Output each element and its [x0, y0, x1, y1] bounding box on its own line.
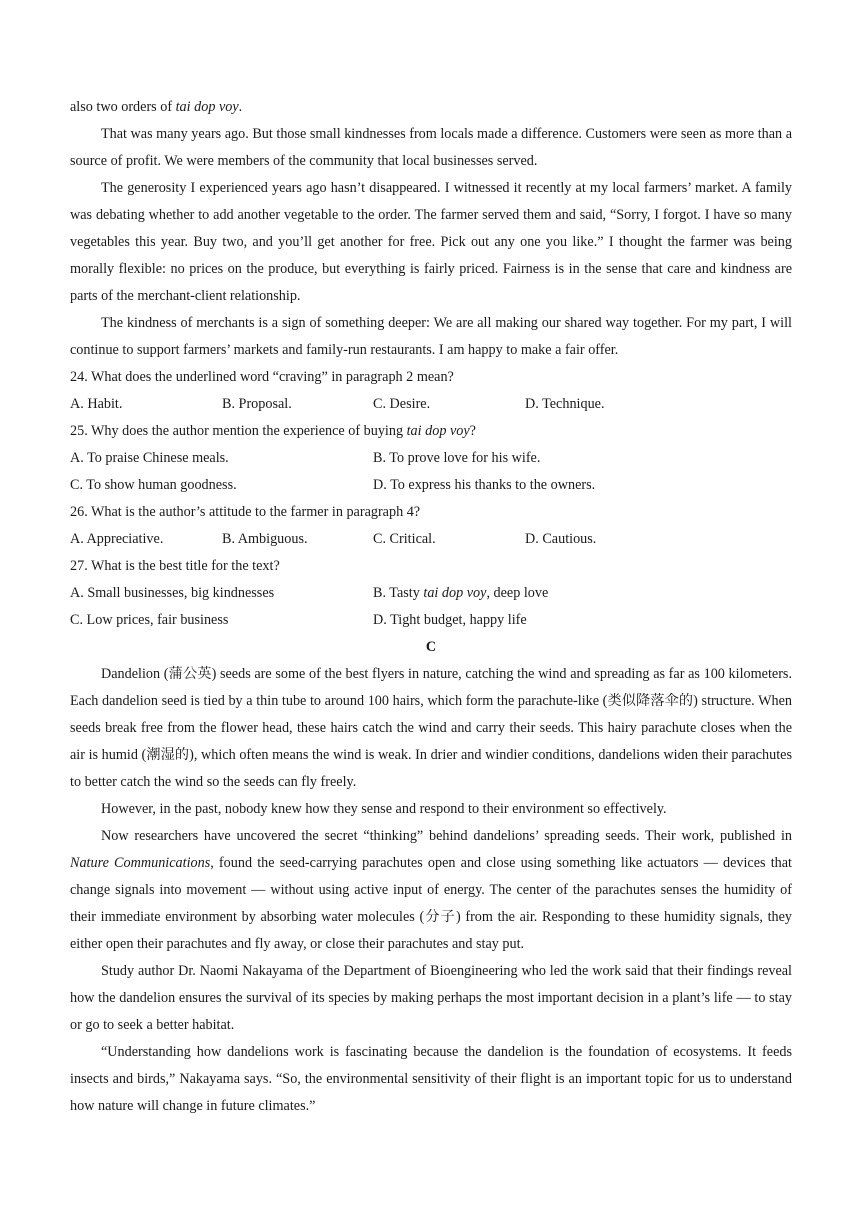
- section-c-paragraph-5: “Understanding how dandelions work is fascinating because the dandelion is the foundation of ecosystems. It feeds insects and birds,” Nakayama says. “So, the environmental sensitivity of their flight is an important topic for us to understand how nature will change in future climates.”: [70, 1044, 792, 1114]
- question-26-option-d[interactable]: D. Cautious.: [525, 531, 597, 547]
- question-26-stem: 26. What is the author’s attitude to the farmer in paragraph 4?: [70, 504, 421, 520]
- question-24-option-b[interactable]: B. Proposal.: [222, 396, 292, 412]
- question-26-option-b[interactable]: B. Ambiguous.: [222, 531, 308, 547]
- question-25-stem: 25. Why does the author mention the experience of buying tai dop voy?: [70, 423, 476, 439]
- question-27-stem: 27. What is the best title for the text?: [70, 558, 280, 574]
- question-24-option-c[interactable]: C. Desire.: [373, 396, 431, 412]
- section-c-heading: C: [425, 639, 437, 655]
- section-c-paragraph-2: However, in the past, nobody knew how they sense and respond to their environment so effectively.: [101, 801, 667, 817]
- question-26-option-a[interactable]: A. Appreciative.: [70, 531, 164, 547]
- question-25-option-c[interactable]: C. To show human goodness.: [70, 477, 237, 493]
- passage-b-paragraph-3: The generosity I experienced years ago hasn’t disappeared. I witnessed it recently at my local farmers’ market. A family was debating whether to add another vegetable to the order. The farmer served them and said, “Sorry, I forgot. I have so many vegetables this year. Buy two, and you’ll get another for free. Pick out any one you like.” I thought the farmer was being morally flexible: no prices on the produce, but everything is fairly priced. Fairness is in the sense that care and kindness are parts of the merchant-client relationship.: [70, 180, 792, 304]
- question-27-option-d[interactable]: D. Tight budget, happy life: [373, 612, 527, 628]
- passage-b-continuation: also two orders of tai dop voy.: [70, 99, 243, 115]
- question-26-option-c[interactable]: C. Critical.: [373, 531, 436, 547]
- question-24-option-a[interactable]: A. Habit.: [70, 396, 123, 412]
- passage-b-paragraph-2: That was many years ago. But those small kindnesses from locals made a difference. Customers were seen as more than a source of profit. We were members of the community that local businesses served.: [70, 126, 792, 169]
- question-25-option-b[interactable]: B. To prove love for his wife.: [373, 450, 541, 466]
- question-27-option-c[interactable]: C. Low prices, fair business: [70, 612, 229, 628]
- section-c-paragraph-1: Dandelion (蒲公英) seeds are some of the best flyers in nature, catching the wind and spreading as far as 100 kilometers. Each dandelion seed is tied by a thin tube to around 100 hairs, which form the parachute-like (类似降落伞的) structure. When seeds break free from the flower head, these hairs catch the wind and carry their seeds. This hairy parachute closes when the air is humid (潮湿的), which often means the wind is weak. In drier and windier conditions, dandelions widen their parachutes to better catch the wind so the seeds can fly freely.: [70, 666, 792, 790]
- section-c-paragraph-3: Now researchers have uncovered the secret “thinking” behind dandelions’ spreading seeds. Their work, published in Nature Communications, found the seed-carrying parachutes open and close using something like actuators — devices that change signals into movement — without using active input of energy. The center of the parachutes senses the humidity of their immediate environment by absorbing water molecules (分子) from the air. Responding to these humidity signals, they either open their parachutes and fly away, or close their parachutes and stay put.: [70, 828, 792, 952]
- question-25-option-a[interactable]: A. To praise Chinese meals.: [70, 450, 229, 466]
- question-24-option-d[interactable]: D. Technique.: [525, 396, 605, 412]
- section-c-paragraph-4: Study author Dr. Naomi Nakayama of the Department of Bioengineering who led the work said that their findings reveal how the dandelion ensures the survival of its species by making perhaps the most important decision in a plant’s life — to stay or go to seek a better habitat.: [70, 963, 792, 1033]
- question-24-stem: 24. What does the underlined word “craving” in paragraph 2 mean?: [70, 369, 454, 385]
- question-27-option-a[interactable]: A. Small businesses, big kindnesses: [70, 585, 275, 601]
- question-25-option-d[interactable]: D. To express his thanks to the owners.: [373, 477, 596, 493]
- question-27-option-b[interactable]: B. Tasty tai dop voy, deep love: [373, 585, 549, 601]
- passage-b-paragraph-4: The kindness of merchants is a sign of something deeper: We are all making our shared way together. For my part, I will continue to support farmers’ markets and family-run restaurants. I am happy to make a fair offer.: [70, 315, 792, 358]
